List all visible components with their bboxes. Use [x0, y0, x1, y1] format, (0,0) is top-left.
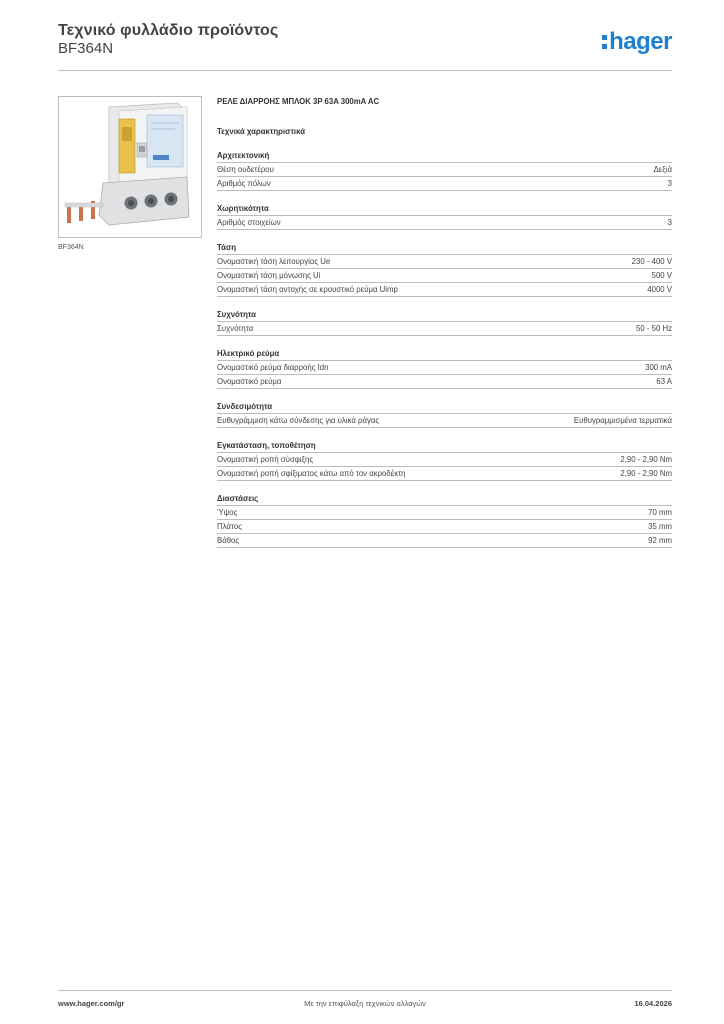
spec-label: Ονομαστική ροπή σφίξιματος κάτω από τον ακροδέκτη: [217, 469, 406, 478]
document-title: Τεχνικό φυλλάδιο προϊόντος: [58, 22, 279, 39]
spec-row: [217, 255, 672, 269]
spec-label: Ονομαστική τάση αντοχής σε κρουστικό ρεύμα Uimp: [217, 285, 398, 294]
spec-value: 63 A: [656, 377, 672, 386]
document-footer: [58, 990, 672, 1011]
spec-value: 70 mm: [648, 508, 672, 517]
spec-label: Συχνότητα: [217, 324, 254, 333]
section-capacity: [217, 203, 672, 230]
spec-row: [217, 506, 672, 520]
section-title: Χωρητικότητα: [217, 203, 672, 216]
rcd-block-illustration: [59, 97, 201, 237]
spec-value: 35 mm: [648, 522, 672, 531]
spec-value: Ευθυγραμμισμένα τερματικά: [573, 416, 672, 425]
spec-row: [217, 361, 672, 375]
section-title: Εγκατάσταση, τοποθέτηση: [217, 440, 672, 453]
section-connectivity: [217, 401, 672, 428]
spec-value: 3: [667, 179, 672, 188]
product-name: ΡΕΛΕ ΔΙΑΡΡΟΗΣ ΜΠΛΟΚ 3P 63A 300mA AC: [217, 97, 380, 106]
section-title: Συχνότητα: [217, 309, 672, 322]
spec-label: Ονομαστική τάση λειτουργίας Ue: [217, 257, 331, 266]
spec-label: Αριθμός στοιχείων: [217, 218, 281, 227]
spec-row: [217, 269, 672, 283]
spec-value: 230 - 400 V: [631, 257, 672, 266]
logo-mark-icon: [602, 35, 607, 49]
footer-date: 16.04.2026: [634, 999, 672, 1008]
spec-row: [217, 177, 672, 191]
spec-row: [217, 520, 672, 534]
section-title: Αρχιτεκτονική: [217, 150, 672, 163]
spec-row: [217, 163, 672, 177]
section-title: Τάση: [217, 242, 672, 255]
section-title: Συνδεσιμότητα: [217, 401, 672, 414]
tech-characteristics-heading: Τεχνικά χαρακτηριστικά: [217, 127, 305, 136]
spec-label: Αριθμός πόλων: [217, 179, 271, 188]
hager-logo: [602, 29, 672, 55]
spec-label: Βάθος: [217, 536, 240, 545]
spec-value: 3: [667, 218, 672, 227]
spec-value: 500 V: [651, 271, 672, 280]
spec-row: [217, 322, 672, 336]
spec-value: 2,90 - 2,90 Nm: [620, 469, 672, 478]
spec-label: Ονομαστικό ρεύμα: [217, 377, 282, 386]
spec-label: Ονομαστική ροπή σύσφιξης: [217, 455, 314, 464]
spec-label: Ονομαστικό ρεύμα διαρροής Idn: [217, 363, 329, 372]
spec-label: Θέση ουδετέρου: [217, 165, 274, 174]
section-title: Διαστάσεις: [217, 493, 672, 506]
spec-row: [217, 453, 672, 467]
spec-label: Ύψος: [217, 508, 238, 517]
spec-value: Δεξιά: [653, 165, 672, 174]
spec-row: [217, 467, 672, 481]
logo-text: hager: [609, 28, 672, 55]
section-voltage: [217, 242, 672, 297]
spec-value: 4000 V: [647, 285, 672, 294]
spec-row: [217, 414, 672, 428]
spec-row: [217, 375, 672, 389]
spec-value: 300 mA: [645, 363, 672, 372]
section-dimensions: [217, 493, 672, 548]
website-link[interactable]: www.hager.com/gr: [58, 999, 125, 1008]
image-caption: BF364N: [58, 244, 84, 251]
spec-row: [217, 216, 672, 230]
section-current: [217, 348, 672, 389]
spec-value: 2,90 - 2,90 Nm: [620, 455, 672, 464]
spec-label: Ευθυγράμμιση κάτω σύνδεσης για υλικά ράγας: [217, 416, 380, 425]
product-image: [58, 96, 202, 238]
spec-value: 92 mm: [648, 536, 672, 545]
spec-label: Πλάτος: [217, 522, 242, 531]
document-header: [58, 20, 672, 71]
section-architecture: [217, 150, 672, 191]
footer-notice: Με την επιφύλαξη τεχνικών αλλαγών: [304, 999, 426, 1008]
spec-value: 50 - 50 Hz: [636, 324, 672, 333]
spec-row: [217, 534, 672, 548]
section-installation: [217, 440, 672, 481]
section-frequency: [217, 309, 672, 336]
product-code: BF364N: [58, 40, 114, 57]
spec-row: [217, 283, 672, 297]
section-title: Ηλεκτρικό ρεύμα: [217, 348, 672, 361]
spec-label: Ονομαστική τάση μόνωσης Ui: [217, 271, 321, 280]
specifications: [217, 96, 672, 548]
